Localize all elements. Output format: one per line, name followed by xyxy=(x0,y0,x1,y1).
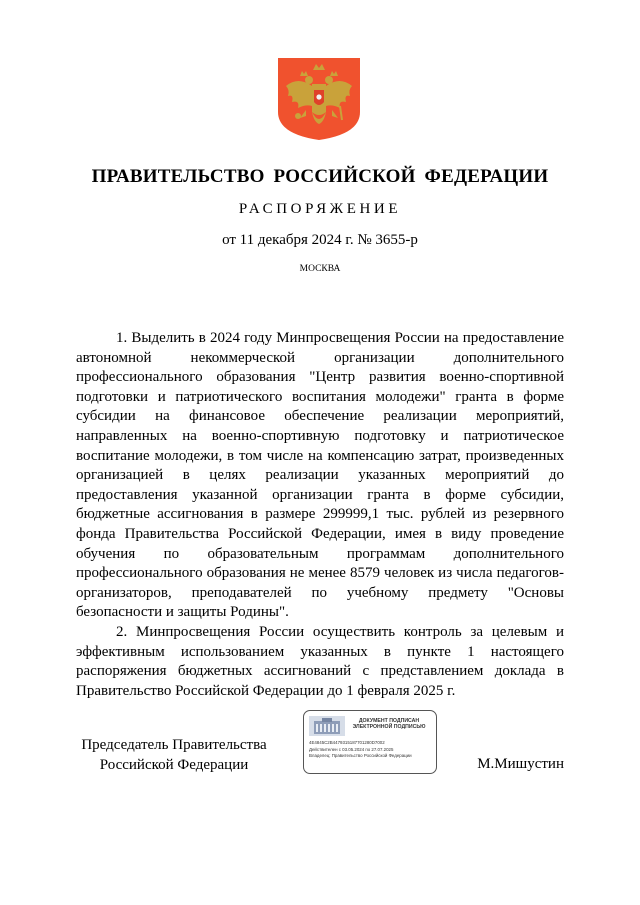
signatory-position xyxy=(76,736,272,775)
document-date-number: от 11 декабря 2024 г. № 3655-р xyxy=(222,232,418,248)
document-city: МОСКВА xyxy=(299,264,341,274)
stamp-title xyxy=(346,718,432,731)
stamp-validity: Действителен с 03.05.2024 по 27.07.2025 xyxy=(309,747,394,752)
government-building-icon xyxy=(308,715,346,737)
signatory-position-line-2: Российской Федерации xyxy=(99,756,249,773)
signatory-name: М.Мишустин xyxy=(477,756,564,772)
paragraph-2: 2. Минпросвещения России осуществить контроль за целевым и эффективным использованием указанных в пункте 1 настоящего распоряжения бюджетных ассигнований с представлением доклада в Правительство Российской Федерации до 1 февраля 2025 г. xyxy=(76,623,564,699)
document-body xyxy=(76,329,564,701)
state-emblem xyxy=(276,56,362,142)
stamp-certificate: 4E4845C2B4479315187701280D7002 xyxy=(309,740,385,745)
paragraph-1: 1. Выделить в 2024 году Минпросвещения России на предоставление автономной некоммерческой организации дополнительного профессионального образования "Центр развития военно-спортивной подготовки и патриотического воспитания молодежи" гранта в форме субсидии на финансовое обеспечение реализации мероприятий, направленных на военно-спортивную подготовку и патриотическое воспитание молодежи, в том числе на компенсацию затрат, произведенных организацией в целях реализации указанных мероприятий до предоставления указанной организации гранта в форме субсидии, бюджетные ассигнования в размере 299999,1 тыс. рублей из резервного фонда Правительства Российской Федерации, имея в виду проведение обучения по образовательным программам дополнительного профессионального образования не менее 8579 человек из числа педагогов-организаторов, преподавателей по учебному предмету "Основы безопасности и защиты Родины". xyxy=(76,330,564,621)
coat-of-arms-icon xyxy=(276,56,362,142)
stamp-owner: Владелец: Правительство Российской Федерации xyxy=(309,753,412,758)
stamp-title-line-2: ЭЛЕКТРОННОЙ ПОДПИСЬЮ xyxy=(352,724,426,731)
document-type: РАСПОРЯЖЕНИЕ xyxy=(238,201,402,217)
stamp-title-line-1: ДОКУМЕНТ ПОДПИСАН xyxy=(358,718,420,724)
electronic-signature-stamp xyxy=(303,710,437,774)
signatory-position-line-1: Председатель Правительства xyxy=(81,737,267,753)
document-issuer-title: ПРАВИТЕЛЬСТВО РОССИЙСКОЙ ФЕДЕРАЦИИ xyxy=(91,166,549,187)
